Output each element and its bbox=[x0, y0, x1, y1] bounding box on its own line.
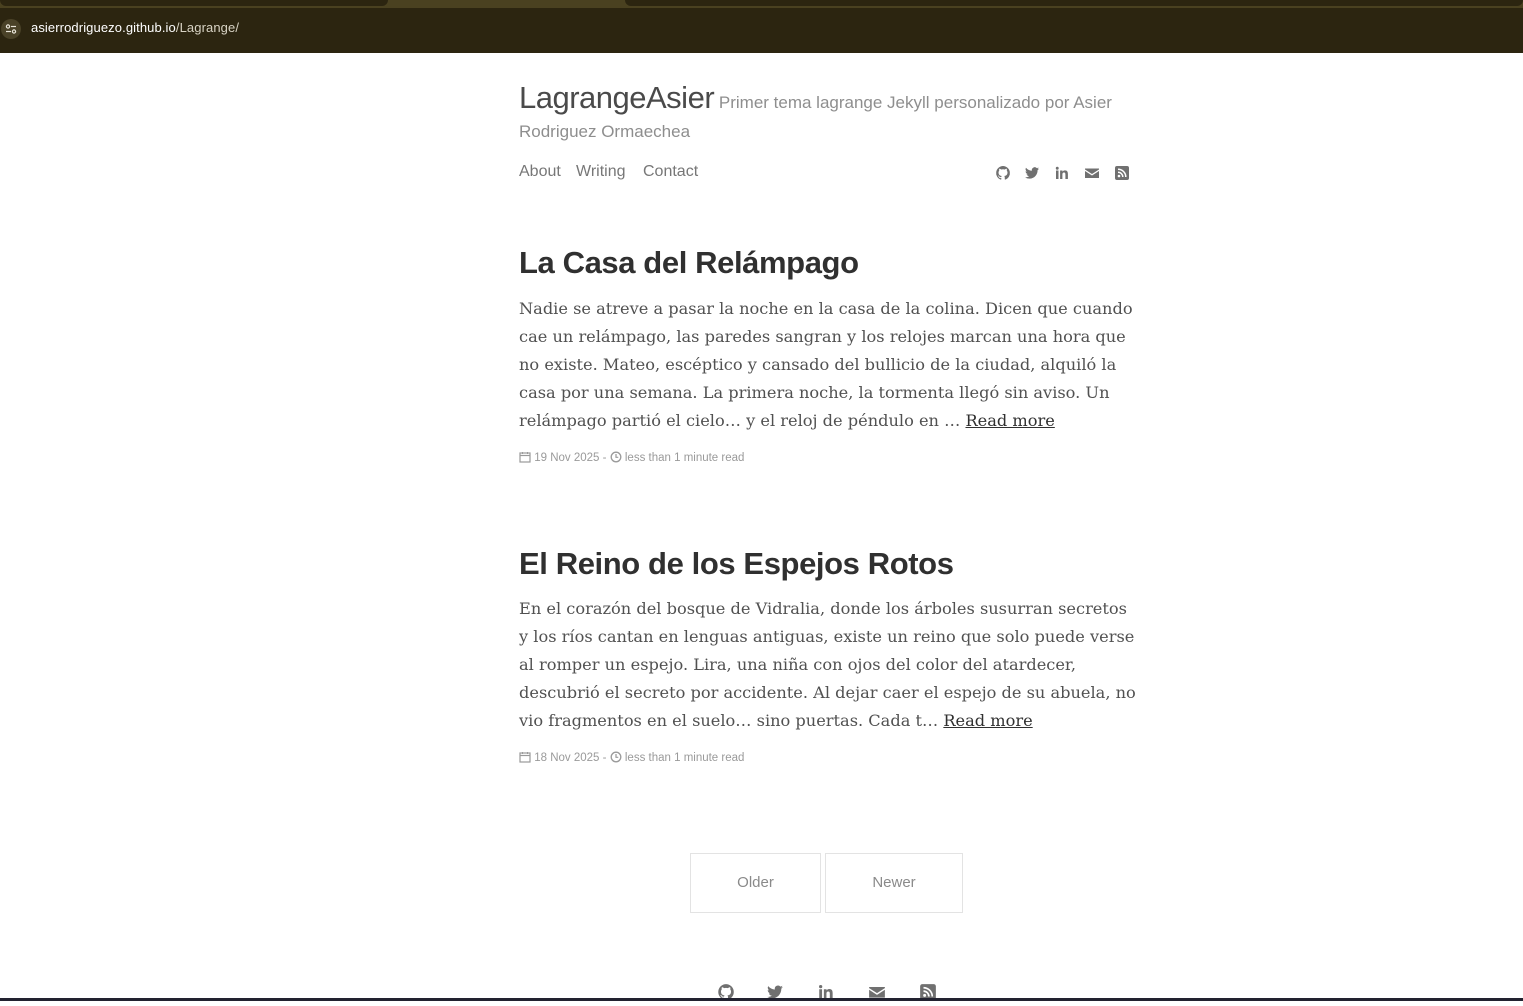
envelope-icon[interactable] bbox=[1084, 165, 1102, 183]
main-nav bbox=[519, 163, 1139, 187]
post-excerpt-text: Nadie se atreve a pasar la noche en la casa de la colina. Dicen que cuando cae un relámpago, las paredes sangran y los relojes marcan una hora que no existe. Mateo, escéptico y cansado del bullicio de la ciudad, alquiló la casa por una semana. La primera noche, la tormenta llegó sin aviso. Un relámpago partió el cielo… y el reloj de péndulo en … bbox=[519, 299, 1133, 430]
read-more-link[interactable]: Read more bbox=[965, 411, 1055, 430]
post-date: 18 Nov 2025 bbox=[534, 752, 600, 764]
older-button[interactable]: Older bbox=[690, 853, 821, 913]
rss-icon[interactable] bbox=[1114, 165, 1132, 183]
url-text[interactable] bbox=[31, 20, 239, 35]
newer-button[interactable]: Newer bbox=[825, 853, 963, 913]
post-title[interactable]: La Casa del Relámpago bbox=[519, 245, 859, 280]
site-masthead bbox=[519, 80, 1139, 146]
meta-separator: - bbox=[602, 452, 607, 464]
address-bar[interactable] bbox=[0, 10, 1523, 48]
post-meta bbox=[519, 751, 744, 764]
meta-separator: - bbox=[602, 752, 607, 764]
post-excerpt bbox=[519, 595, 1139, 735]
linkedin-icon[interactable] bbox=[1054, 165, 1072, 183]
nav-about[interactable]: About bbox=[519, 163, 561, 180]
browser-tab[interactable] bbox=[0, 0, 388, 6]
nav-contact[interactable]: Contact bbox=[643, 163, 699, 180]
site-header bbox=[519, 80, 1139, 146]
twitter-icon[interactable] bbox=[1024, 165, 1042, 183]
tab-strip bbox=[0, 0, 1523, 8]
url-host: asierrodriguezo.github.io bbox=[31, 20, 176, 35]
post-excerpt bbox=[519, 295, 1139, 435]
read-more-link[interactable]: Read more bbox=[943, 711, 1033, 730]
clock-icon bbox=[610, 451, 622, 463]
post-meta bbox=[519, 451, 744, 464]
site-description: Primer tema lagrange Jekyll personalizado por Asier Rodriguez Ormaechea bbox=[519, 93, 1112, 141]
nav-writing[interactable]: Writing bbox=[576, 163, 626, 180]
site-info-icon[interactable] bbox=[1, 19, 21, 39]
browser-tab[interactable] bbox=[625, 0, 1523, 6]
github-icon[interactable] bbox=[995, 165, 1013, 183]
post-date: 19 Nov 2025 bbox=[534, 452, 600, 464]
calendar-icon bbox=[519, 451, 531, 463]
post-excerpt-text: En el corazón del bosque de Vidralia, donde los árboles susurran secretos y los ríos cantan en lenguas antiguas, existe un reino que solo puede verse al romper un espejo. Lira, una niña con ojos del color del atardecer, descubrió el secreto por accidente. Al dejar caer el espejo de su abuela, no vio fragmentos en el suelo… sino puertas. Cada t… bbox=[519, 599, 1136, 730]
site-title[interactable]: LagrangeAsier bbox=[519, 80, 715, 115]
post-title[interactable]: El Reino de los Espejos Rotos bbox=[519, 546, 954, 581]
calendar-icon bbox=[519, 751, 531, 763]
browser-chrome bbox=[0, 0, 1523, 53]
clock-icon bbox=[610, 751, 622, 763]
post-read-time: less than 1 minute read bbox=[624, 452, 745, 464]
post-read-time: less than 1 minute read bbox=[624, 752, 745, 764]
url-path: /Lagrange/ bbox=[175, 20, 240, 35]
